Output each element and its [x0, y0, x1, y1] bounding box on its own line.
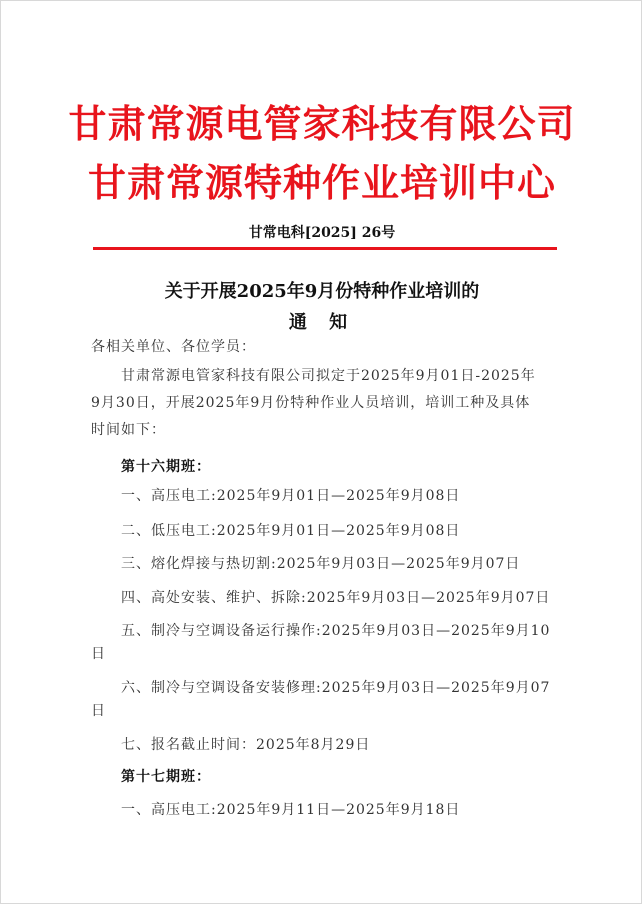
- salutation: 各相关单位、各位学员：: [91, 339, 256, 355]
- class16-item4: 四、高处安装、维护、拆除:2025年9月03日—2025年9月07日: [121, 590, 551, 606]
- class16-item6-line2: 日: [91, 703, 106, 719]
- intro-line3: 时间如下：: [91, 422, 166, 438]
- org-name-line1: 甘肃常源电管家科技有限公司: [68, 102, 576, 146]
- class16-item5-line1: 五、制冷与空调设备运行操作:2025年9月03日—2025年9月10: [121, 623, 551, 639]
- class16-item2: 二、低压电工:2025年9月01日—2025年9月08日: [121, 523, 461, 539]
- class16-item6-line1: 六、制冷与空调设备安装修理:2025年9月03日—2025年9月07: [121, 680, 551, 696]
- intro-line1: 甘肃常源电管家科技有限公司拟定于2025年9月01日-2025年: [121, 368, 536, 384]
- class16-item1: 一、高压电工:2025年9月01日—2025年9月08日: [121, 488, 461, 504]
- notice-title-line1: 关于开展2025年9月份特种作业培训的: [164, 281, 480, 302]
- org-name-line2: 甘肃常源特种作业培训中心: [87, 161, 556, 205]
- class16-item7: 七、报名截止时间：2025年8月29日: [121, 737, 371, 753]
- document-number: 甘常电科[2025] 26号: [248, 225, 396, 241]
- class17-heading: 第十七期班：: [121, 769, 211, 785]
- class17-item1: 一、高压电工:2025年9月11日—2025年9月18日: [121, 802, 461, 818]
- notice-title-line2: 通 知: [288, 312, 356, 333]
- intro-line2: 9月30日，开展2025年9月份特种作业人员培训，培训工种及具体: [91, 395, 531, 411]
- class16-item3: 三、熔化焊接与热切割:2025年9月03日—2025年9月07日: [121, 556, 521, 572]
- class16-item5-line2: 日: [91, 646, 106, 662]
- red-divider: [93, 247, 557, 250]
- class16-heading: 第十六期班：: [121, 459, 211, 475]
